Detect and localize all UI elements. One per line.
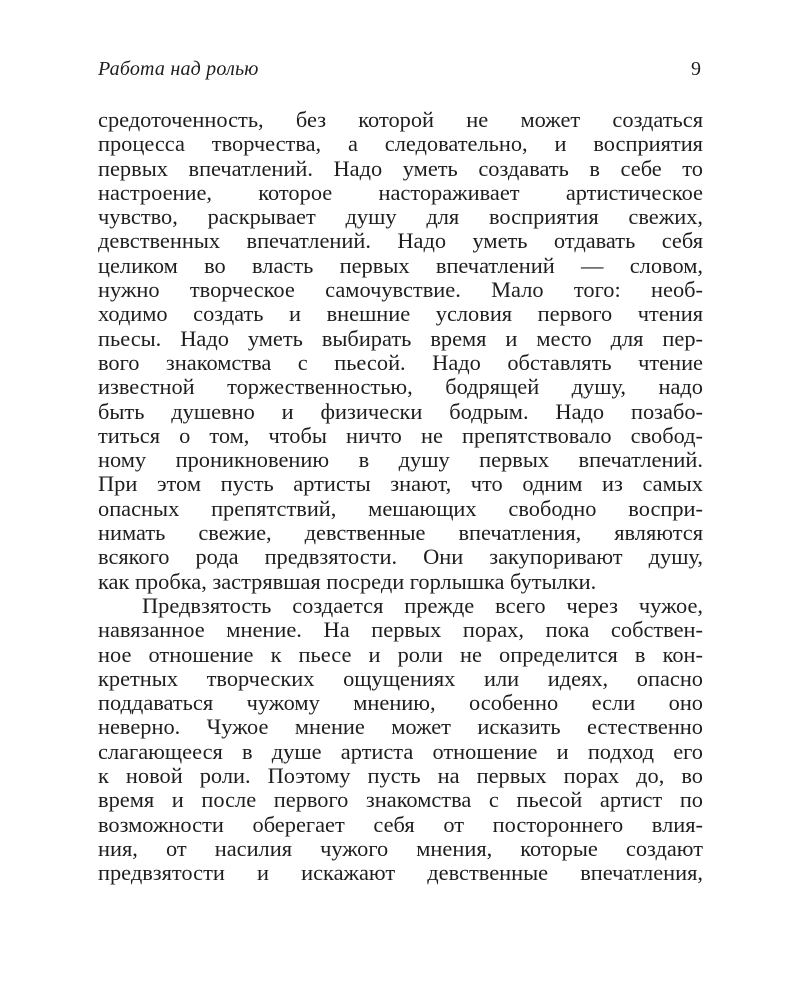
body-text <box>98 108 703 886</box>
page-number: 9 <box>691 58 701 80</box>
text-line: возможности оберегает себя от постороннего влия- <box>98 811 703 837</box>
text-line: слагающееся в душе артиста отношение и подход его <box>98 738 703 764</box>
text-line: как пробка, застрявшая посреди горлышка бутылки. <box>98 568 597 594</box>
text-line: пьесы. Надо уметь выбирать время и место для пер- <box>98 325 703 351</box>
text-line: девственных впечатлений. Надо уметь отдавать себя <box>98 228 703 254</box>
text-line: При этом пусть артисты знают, что одним из самых <box>98 471 703 497</box>
text-line: вого знакомства с пьесой. Надо обставлять чтение <box>98 349 703 375</box>
text-line: предвзятости и искажают девственные впечатления, <box>98 860 703 886</box>
text-line: навязанное мнение. На первых порах, пока собствен- <box>98 617 703 643</box>
text-line: настроение, которое настораживает артистическое <box>98 179 703 205</box>
text-line: нужно творческое самочувствие. Мало того: необ- <box>98 277 703 303</box>
text-line: к новой роли. Поэтому пусть на первых порах до, во <box>98 763 703 789</box>
text-line: кретных творческих ощущениях или идеях, опасно <box>98 665 703 691</box>
text-line: всякого рода предвзятости. Они закупоривают душу, <box>98 544 703 570</box>
text-line: титься о том, чтобы ничто не препятствовало свобод- <box>98 422 703 448</box>
text-line: неверно. Чужое мнение может исказить естественно <box>98 714 703 740</box>
paragraph-2 <box>98 594 703 886</box>
text-line: ному проникновению в душу первых впечатлений. <box>98 447 703 473</box>
text-line: целиком во власть первых впечатлений — словом, <box>98 252 703 278</box>
text-line: средоточенность, без которой не может создаться <box>98 107 703 132</box>
text-line: время и после первого знакомства с пьесой артист по <box>98 787 703 813</box>
text-line: ходимо создать и внешние условия первого чтения <box>98 301 703 327</box>
paragraph-1 <box>98 108 703 594</box>
text-line: чувство, раскрывает душу для восприятия свежих, <box>98 204 703 230</box>
text-line: Предвзятость создается прежде всего через чужое, <box>142 592 703 618</box>
text-line: первых впечатлений. Надо уметь создавать в себе то <box>98 155 703 181</box>
text-line: известной торжественностью, бодрящей душу, надо <box>98 374 703 400</box>
text-line: нимать свежие, девственные впечатления, являются <box>98 520 703 546</box>
text-line: быть душевно и физически бодрым. Надо позабо- <box>98 398 703 424</box>
running-title: Работа над ролью <box>98 58 259 80</box>
text-line: опасных препятствий, мешающих свободно воспри- <box>98 495 703 521</box>
text-line: поддаваться чужому мнению, особенно если оно <box>98 690 703 716</box>
text-line: процесса творчества, а следовательно, и восприятия <box>98 131 703 157</box>
text-line: ное отношение к пьесе и роли не определится в кон- <box>98 641 703 667</box>
text-line: ния, от насилия чужого мнения, которые создают <box>98 835 703 861</box>
